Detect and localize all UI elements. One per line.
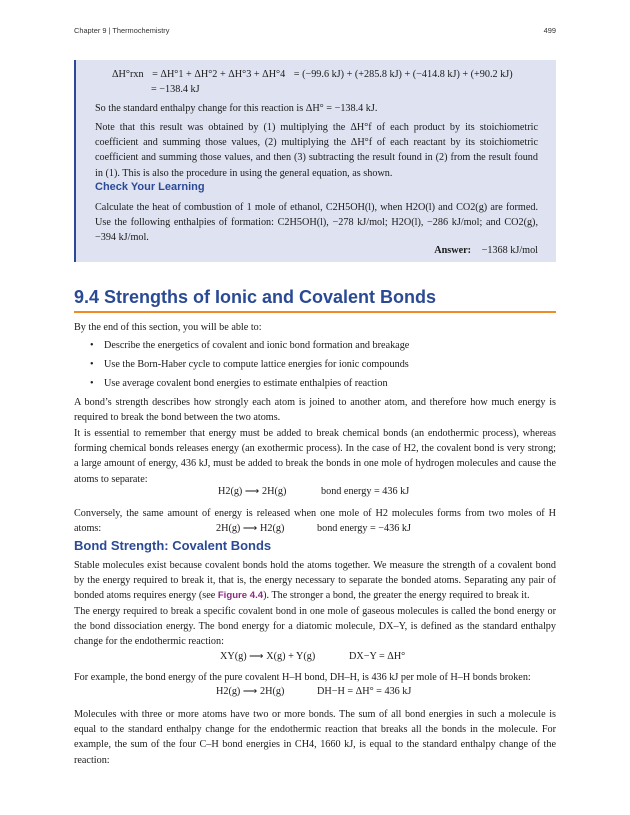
figure-link[interactable]: Figure 4.4 <box>217 590 264 602</box>
conclusion-text: So the standard enthalpy change for this reaction is ΔH° = −138.4 kJ. <box>95 103 378 114</box>
paragraph-bond-strength: A bond’s strength describes how strongly each atom is joined to another atom, and therefore how much energy is required to break the bond between the two atoms. <box>74 397 556 424</box>
objective-item <box>74 338 544 357</box>
objective-item <box>74 376 544 395</box>
equation-dxy: DX−Y = ΔH° <box>349 651 406 662</box>
learning-objectives-list <box>74 338 544 395</box>
example-box <box>74 60 556 262</box>
answer-label: Answer: <box>434 245 472 256</box>
note-text: Note that this result was obtained by (1) multiplying the ΔH°f of each product by its stoichiometric coefficient and summing those values, (2) multiplying the ΔH°f of each reactant by its stoichiometric coefficient and summing those values, and then (3) subtracting the result found in (2) from the result found in (1). This is also the procedure in using the general equation, as shown. <box>95 122 538 179</box>
answer-value: −1368 kJ/mol <box>481 245 538 256</box>
equation-h2-formation-energy: bond energy = −436 kJ <box>317 523 411 534</box>
subsection-heading: Bond Strength: Covalent Bonds <box>74 538 272 553</box>
objective-text: Describe the energetics of covalent and ionic bond formation and breakage <box>104 340 410 351</box>
eq-values: = (−99.6 kJ) + (+285.8 kJ) + (−414.8 kJ) + (+90.2 kJ) <box>293 69 513 80</box>
paragraph-text: Stable molecules exist because covalent bonds hold the atoms together. We measure the strength of a covalent bond by the energy required to break it, that is, the energy necessary to separate the bonded atoms. Separating any pair of bonded atoms requires energy (see <box>74 560 556 602</box>
section-underline <box>74 311 556 313</box>
paragraph-conversely: Conversely, the same amount of energy is released when one mole of H2 molecules forms from two moles of H atoms: <box>74 508 556 535</box>
equation-dhh: DH−H = ΔH° = 436 kJ <box>317 686 412 697</box>
paragraph-polyatomic: Molecules with three or more atoms have two or more bonds. The sum of all bond energies in such a molecule is equal to the standard enthalpy change for the endothermic reaction that breaks all the bonds in the molecule. For example, the sum of the four C–H bond energies in CH4, 1660 kJ, is equal to the standard enthalpy change of the reaction: <box>74 709 556 766</box>
equation-h2-formation: 2H(g) ⟶ H2(g) <box>216 523 285 534</box>
paragraph-text-end: ). The stronger a bond, the greater the energy required to break it. <box>263 590 530 602</box>
running-header <box>74 26 556 38</box>
paragraph-energy-breaking: It is essential to remember that energy must be added to break chemical bonds (an endothermic process), whereas forming chemical bonds releases energy (an exothermic process). In the case of H2, the covalent bond is very strong; a large amount of energy, 436 kJ, must be added to break the bonds in one mole of hydrogen molecules and cause the atoms to separate: <box>74 428 556 485</box>
equation-h2-dissociation: H2(g) ⟶ 2H(g) <box>218 486 287 497</box>
paragraph-hh-example: For example, the bond energy of the pure covalent H–H bond, DH–H, is 436 kJ per mole of H–H bonds broken: <box>74 672 531 683</box>
check-your-learning-text: Calculate the heat of combustion of 1 mole of ethanol, C2H5OH(l), when H2O(l) and CO2(g) are formed. Use the following enthalpies of formation: C2H5OH(l), −278 kJ/mol; H2O(l), −286 kJ/mol; and CO2(g), −394 kJ/mol. <box>95 202 538 244</box>
equation-hh-dissociation: H2(g) ⟶ 2H(g) <box>216 686 285 697</box>
objective-text: Use average covalent bond energies to estimate enthalpies of reaction <box>104 378 388 389</box>
equation-h2-bond-energy: bond energy = 436 kJ <box>321 486 410 497</box>
eq-terms: = ΔH°1 + ΔH°2 + ΔH°3 + ΔH°4 <box>152 69 286 80</box>
objective-text: Use the Born-Haber cycle to compute lattice energies for ionic compounds <box>104 359 409 370</box>
paragraph-bond-energy-definition: The energy required to break a specific covalent bond in one mole of gaseous molecules is called the bond energy or the bond dissociation energy. The bond energy for a diatomic molecule, DX–Y, is defined as the standard enthalpy change for the endothermic reaction: <box>74 606 556 648</box>
page-number: 499 <box>543 26 556 35</box>
paragraph-stable-molecules <box>74 558 556 604</box>
answer-line <box>434 245 538 256</box>
bullet-icon: • <box>90 340 94 351</box>
equation-xy-dissociation: XY(g) ⟶ X(g) + Y(g) <box>220 651 316 662</box>
section-heading: 9.4 Strengths of Ionic and Covalent Bonds <box>74 287 437 307</box>
bullet-icon: • <box>90 378 94 389</box>
check-your-learning-title: Check Your Learning <box>95 181 205 193</box>
eq-result: = −138.4 kJ <box>151 84 200 95</box>
bullet-icon: • <box>90 359 94 370</box>
equation-rxn-line1 <box>112 69 513 80</box>
eq-lhs: ΔH°rxn <box>112 69 144 80</box>
objective-item <box>74 357 544 376</box>
objectives-intro: By the end of this section, you will be able to: <box>74 322 262 333</box>
chapter-title: Chapter 9 | Thermochemistry <box>74 26 170 35</box>
